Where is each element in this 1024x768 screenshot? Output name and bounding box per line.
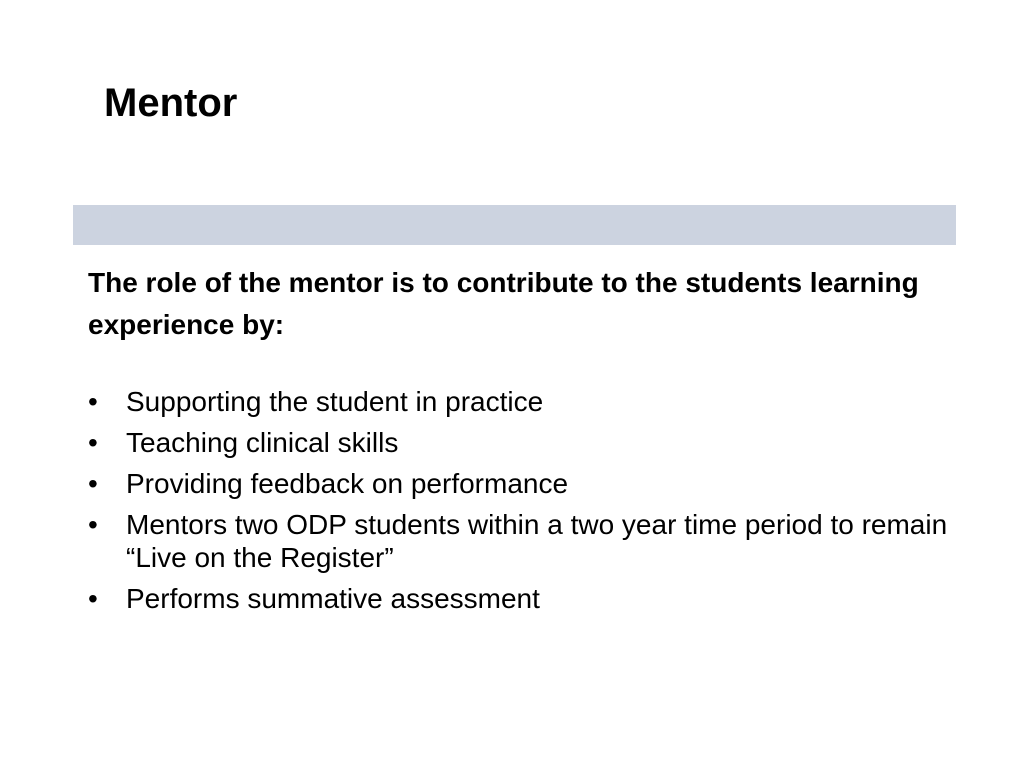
bullet-icon: •	[88, 583, 98, 614]
bullet-list	[88, 385, 968, 623]
header-band	[73, 205, 956, 245]
list-item	[88, 426, 968, 459]
bullet-text: Teaching clinical skills	[126, 427, 399, 458]
list-item	[88, 582, 968, 615]
list-item	[88, 467, 968, 500]
bullet-icon: •	[88, 427, 98, 458]
bullet-text: Providing feedback on performance	[126, 468, 569, 499]
bullet-text: Performs summative assessment	[126, 583, 540, 614]
slide-title: Mentor	[104, 81, 238, 125]
intro-text: The role of the mentor is to contribute to the students learning experience by:	[88, 267, 919, 340]
bullet-text: Supporting the student in practice	[126, 386, 544, 417]
bullet-icon: •	[88, 386, 98, 417]
bullet-icon: •	[88, 509, 98, 540]
list-item	[88, 508, 968, 574]
bullet-icon: •	[88, 468, 98, 499]
list-item	[88, 385, 968, 418]
bullet-text: Mentors two ODP students within a two year time period to remain “Live on the Register”	[126, 509, 948, 573]
